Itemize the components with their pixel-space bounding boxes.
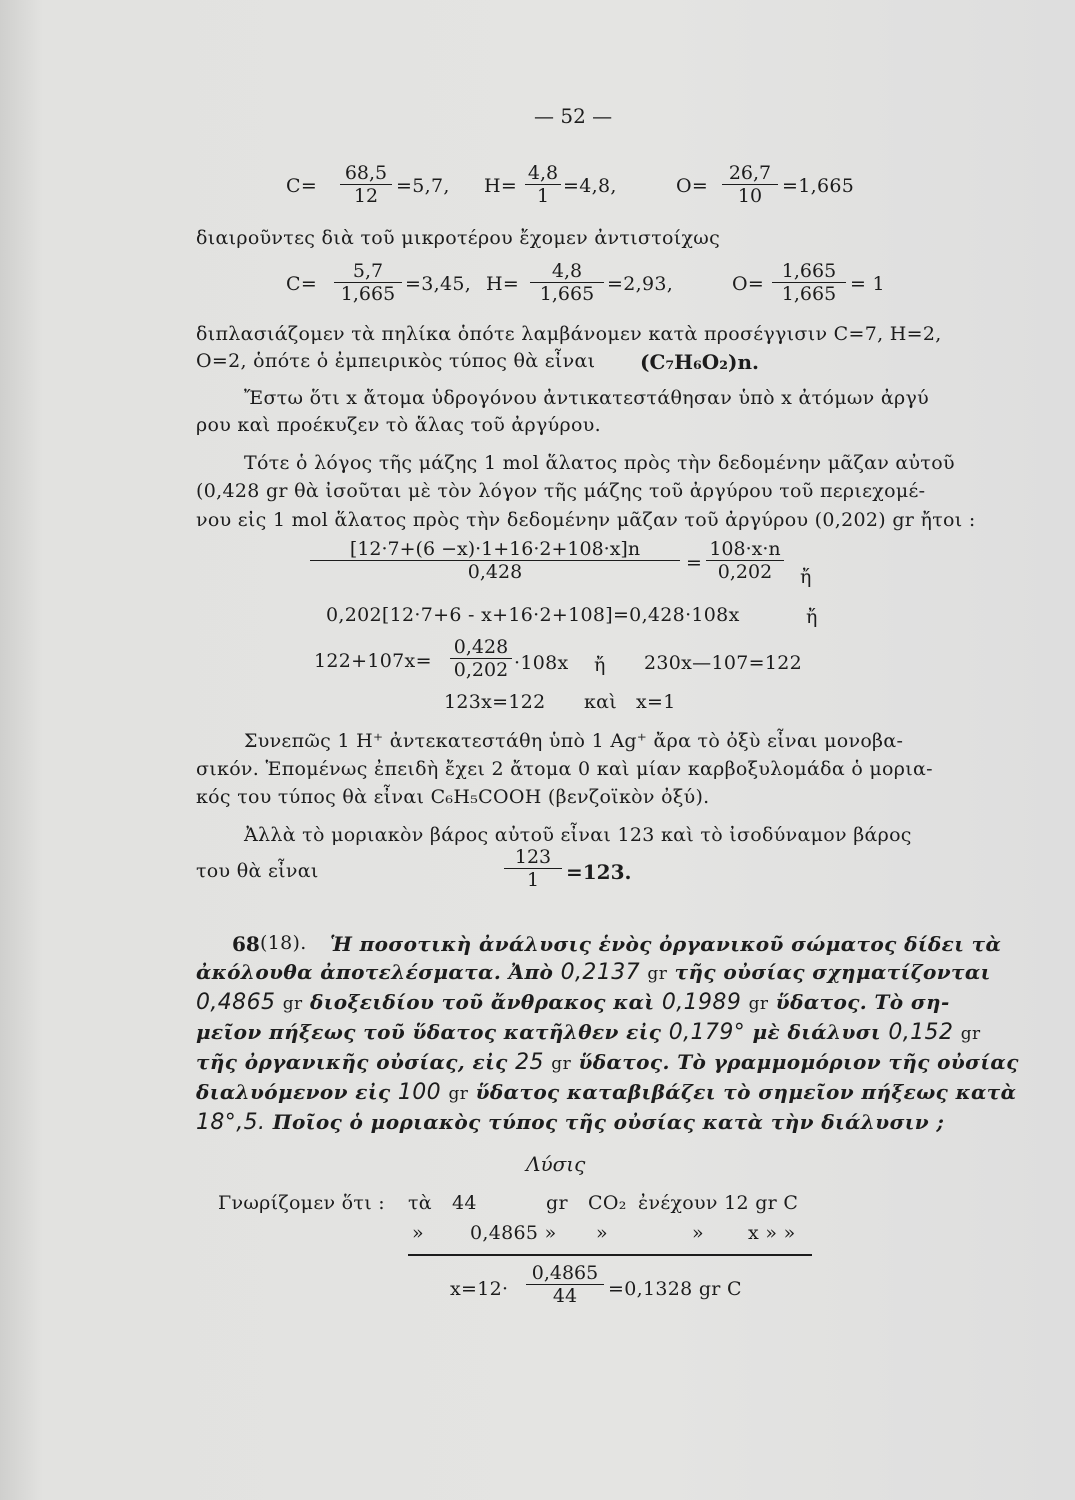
para2-line1: Ἔστω ὅτι x ἄτομα ὑδρογόνου ἀντικατεστάθησαν ὑπὸ x ἀτόμων ἀργύ	[244, 387, 929, 409]
eq1-o-fraction	[722, 162, 778, 207]
problem-value: 0,1989	[661, 990, 742, 1015]
eq5-num: 0,428	[453, 636, 509, 658]
eq8-fraction	[526, 1262, 604, 1307]
eq5-left: 122+107x=	[314, 650, 432, 672]
eq3-equals: =	[686, 552, 703, 574]
table-r2-ditto2: »	[596, 1222, 608, 1244]
eq1-c-result: =5,7,	[396, 175, 450, 197]
eq2-h-den: 1,665	[530, 282, 604, 305]
eq3-right-fraction	[706, 538, 784, 583]
para3-line2: (0,428 gr θὰ ἰσοῦται μὲ τὸν λόγον τῆς μάζης τοῦ ἀργύρου τοῦ περιεχομέ-	[196, 480, 926, 502]
eq4-or: ἤ	[806, 606, 818, 628]
eq1-c-num: 68,5	[344, 162, 388, 184]
problem-text: μεῖον πήξεως τοῦ ὕδατος κατῆλθεν εἰς	[196, 1020, 662, 1044]
eq5-fraction	[450, 636, 512, 681]
table-r1-the: τὰ	[408, 1192, 432, 1214]
eq1-c-den: 12	[340, 184, 392, 207]
eq1-o-result: =1,665	[782, 175, 855, 197]
para4-line3: κός του τύπος θὰ εἶναι C₆H₅COOH (βενζοϊκὸν ὀξύ).	[196, 786, 710, 808]
table-r1-mass: 44	[452, 1192, 477, 1214]
table-divider	[408, 1254, 812, 1256]
page-number: — 52 —	[534, 104, 613, 128]
problem-line2	[196, 960, 991, 985]
eq5-post: ·108x	[514, 652, 569, 674]
problem-value: 0,2137	[560, 960, 641, 985]
problem-text: ὕδατος. Τὸ γραμμομόριον τῆς οὐσίας	[578, 1050, 1019, 1074]
eq1-c-fraction	[340, 162, 392, 207]
eq1-h-fraction	[525, 162, 561, 207]
para1-line2: O=2, ὁπότε ὁ ἐμπειρικὸς τύπος θὰ εἶναι	[196, 350, 596, 372]
table-r2-x: x » »	[748, 1222, 796, 1244]
problem-value: 0,179°	[668, 1020, 746, 1045]
problem-line6	[196, 1080, 1016, 1105]
problem-value: 18°,5.	[196, 1110, 266, 1135]
para3-line1: Τότε ὁ λόγος τῆς μάζης 1 mol ἅλατος πρὸς τὴν δεδομένην μᾶζαν αὐτοῦ	[244, 452, 955, 474]
eq8-left: x=12·	[450, 1278, 509, 1300]
eq2-h-num: 4,8	[551, 260, 583, 282]
eq2-o-den: 1,665	[772, 282, 846, 305]
problem-line7	[196, 1110, 944, 1135]
table-r1-unit: gr	[546, 1192, 568, 1214]
eq1-h-label: H=	[484, 175, 518, 197]
problem-value: 25	[515, 1050, 544, 1075]
eq2-c-fraction	[334, 260, 402, 305]
eq1-o-label: O=	[676, 175, 709, 197]
eq2-h-label: H=	[486, 273, 520, 295]
problem-unit: gr	[748, 994, 769, 1014]
eq5-or: ἤ	[594, 654, 606, 676]
problem-unit: gr	[448, 1084, 469, 1104]
problem-line3	[196, 990, 950, 1015]
eq2-c-num: 5,7	[352, 260, 384, 282]
empirical-formula: (C₇H₆O₂)n.	[640, 350, 759, 374]
problem-text: ὕδατος καταβιβάζει τὸ σημεῖον πήξεως κατὰ	[475, 1080, 1017, 1104]
eq2-o-fraction	[772, 260, 846, 305]
problem-line5	[196, 1050, 1019, 1075]
equation-expanded: 0,202[12·7+6 - x+16·2+108]=0,428·108x	[326, 604, 740, 626]
eq2-h-fraction	[530, 260, 604, 305]
table-r1-compound: CO₂	[588, 1192, 627, 1214]
eq3-left-num: [12·7+(6 −x)·1+16·2+108·x]n	[349, 538, 641, 560]
eq5-den: 0,202	[450, 658, 512, 681]
eq1-h-result: =4,8,	[563, 175, 617, 197]
table-r2-ditto3: »	[692, 1222, 704, 1244]
para5-line2: του θὰ εἶναι	[196, 860, 319, 882]
problem-value: 0,4865	[196, 990, 276, 1015]
eq3-right-num: 108·x·n	[709, 538, 781, 560]
eq3-left-fraction	[310, 538, 680, 583]
eq1-c-label: C=	[286, 175, 318, 197]
eq2-c-result: =3,45,	[405, 273, 472, 295]
table-r2-ditto: »	[412, 1222, 424, 1244]
eq7-num: 123	[514, 846, 552, 868]
eq1-h-den: 1	[525, 184, 561, 207]
eq8-result: =0,1328 gr C	[608, 1278, 742, 1300]
table-r2-mass: 0,4865 »	[470, 1222, 557, 1244]
eq1-o-num: 26,7	[728, 162, 772, 184]
para1-line1: διπλασιάζομεν τὰ πηλίκα ὁπότε λαμβάνομεν κατὰ προσέγγισιν C=7, H=2,	[196, 323, 942, 345]
table-r1-contains: ἐνέχουν 12 gr C	[638, 1192, 799, 1214]
problem-unit: gr	[551, 1054, 572, 1074]
para4-line1: Συνεπῶς 1 H⁺ ἀντεκατεστάθη ὑπὸ 1 Ag⁺ ἄρα τὸ ὀξὺ εἶναι μονοβα-	[244, 730, 904, 752]
para5-line1: Ἀλλὰ τὸ μοριακὸν βάρος αὐτοῦ εἶναι 123 καὶ τὸ ἰσοδύναμον βάρος	[244, 824, 912, 846]
eq2-h-result: =2,93,	[607, 273, 674, 295]
problem-ref: (18).	[260, 932, 307, 954]
eq2-o-num: 1,665	[781, 260, 837, 282]
eq8-den: 44	[526, 1284, 604, 1307]
eq3-or: ἤ	[800, 566, 812, 588]
eq8-num: 0,4865	[531, 1262, 599, 1284]
eq3-right-den: 0,202	[706, 560, 784, 583]
problem-text: τῆς οὐσίας σχηματίζονται	[674, 960, 991, 984]
problem-text: ὕδατος. Τὸ ση-	[775, 990, 950, 1014]
eq6-text: 123x=122	[444, 691, 546, 713]
eq6-x: x=1	[636, 691, 676, 713]
problem-unit: gr	[960, 1024, 981, 1044]
eq1-h-num: 4,8	[527, 162, 559, 184]
problem-value: 0,152	[888, 1020, 954, 1045]
problem-value: 100	[397, 1080, 442, 1105]
problem-text: μὲ διάλυσι	[752, 1020, 881, 1044]
problem-text: διαλυόμενον εἰς	[196, 1080, 391, 1104]
problem-unit: gr	[647, 964, 668, 984]
eq7-den: 1	[504, 868, 562, 891]
para3-line3: νου εἰς 1 mol ἅλατος πρὸς τὴν δεδομένην μᾶζαν τοῦ ἀργύρου (0,202) gr ἤτοι :	[196, 509, 976, 531]
eq7-fraction	[504, 846, 562, 891]
text-divide: διαιροῦντες διὰ τοῦ μικροτέρου ἔχομεν ἀντιστοίχως	[196, 227, 721, 249]
solution-title: Λύσις	[526, 1152, 586, 1176]
eq2-c-den: 1,665	[334, 282, 402, 305]
problem-text: Ἡ ποσοτικὴ ἀνάλυσις ἑνὸς ὀργανικοῦ σώματος δίδει τὰ	[330, 932, 1002, 956]
table-r1-intro: Γνωρίζομεν ὅτι :	[218, 1192, 386, 1214]
eq6-and: καὶ	[584, 691, 618, 713]
eq2-c-label: C=	[286, 273, 318, 295]
eq3-left-den: 0,428	[310, 560, 680, 583]
problem-line4	[196, 1020, 981, 1045]
problem-text: Ποῖος ὁ μοριακὸς τύπος τῆς οὐσίας κατὰ τὴν διάλυσιν ;	[272, 1110, 945, 1134]
eq1-o-den: 10	[722, 184, 778, 207]
problem-text: ἀκόλουθα ἀποτελέσματα. Ἀπὸ	[196, 960, 554, 984]
para4-line2: σικόν. Ἑπομένως ἐπειδὴ ἔχει 2 ἄτομα 0 καὶ μίαν καρβοξυλομάδα ὁ μορια-	[196, 758, 933, 780]
eq7-result: =123.	[566, 860, 632, 884]
problem-text: διοξειδίου τοῦ ἄνθρακος καὶ	[309, 990, 655, 1014]
eq5-alt: 230x—107=122	[644, 652, 803, 674]
problem-text: τῆς ὀργανικῆς οὐσίας, εἰς	[196, 1050, 508, 1074]
eq2-o-label: O=	[732, 273, 765, 295]
problem-number: 68	[232, 932, 260, 956]
problem-line1	[330, 932, 1001, 956]
problem-unit: gr	[282, 994, 303, 1014]
eq2-o-result: = 1	[850, 273, 885, 295]
para2-line2: ρου καὶ προέκυζεν τὸ ἅλας τοῦ ἀργύρου.	[196, 414, 601, 436]
